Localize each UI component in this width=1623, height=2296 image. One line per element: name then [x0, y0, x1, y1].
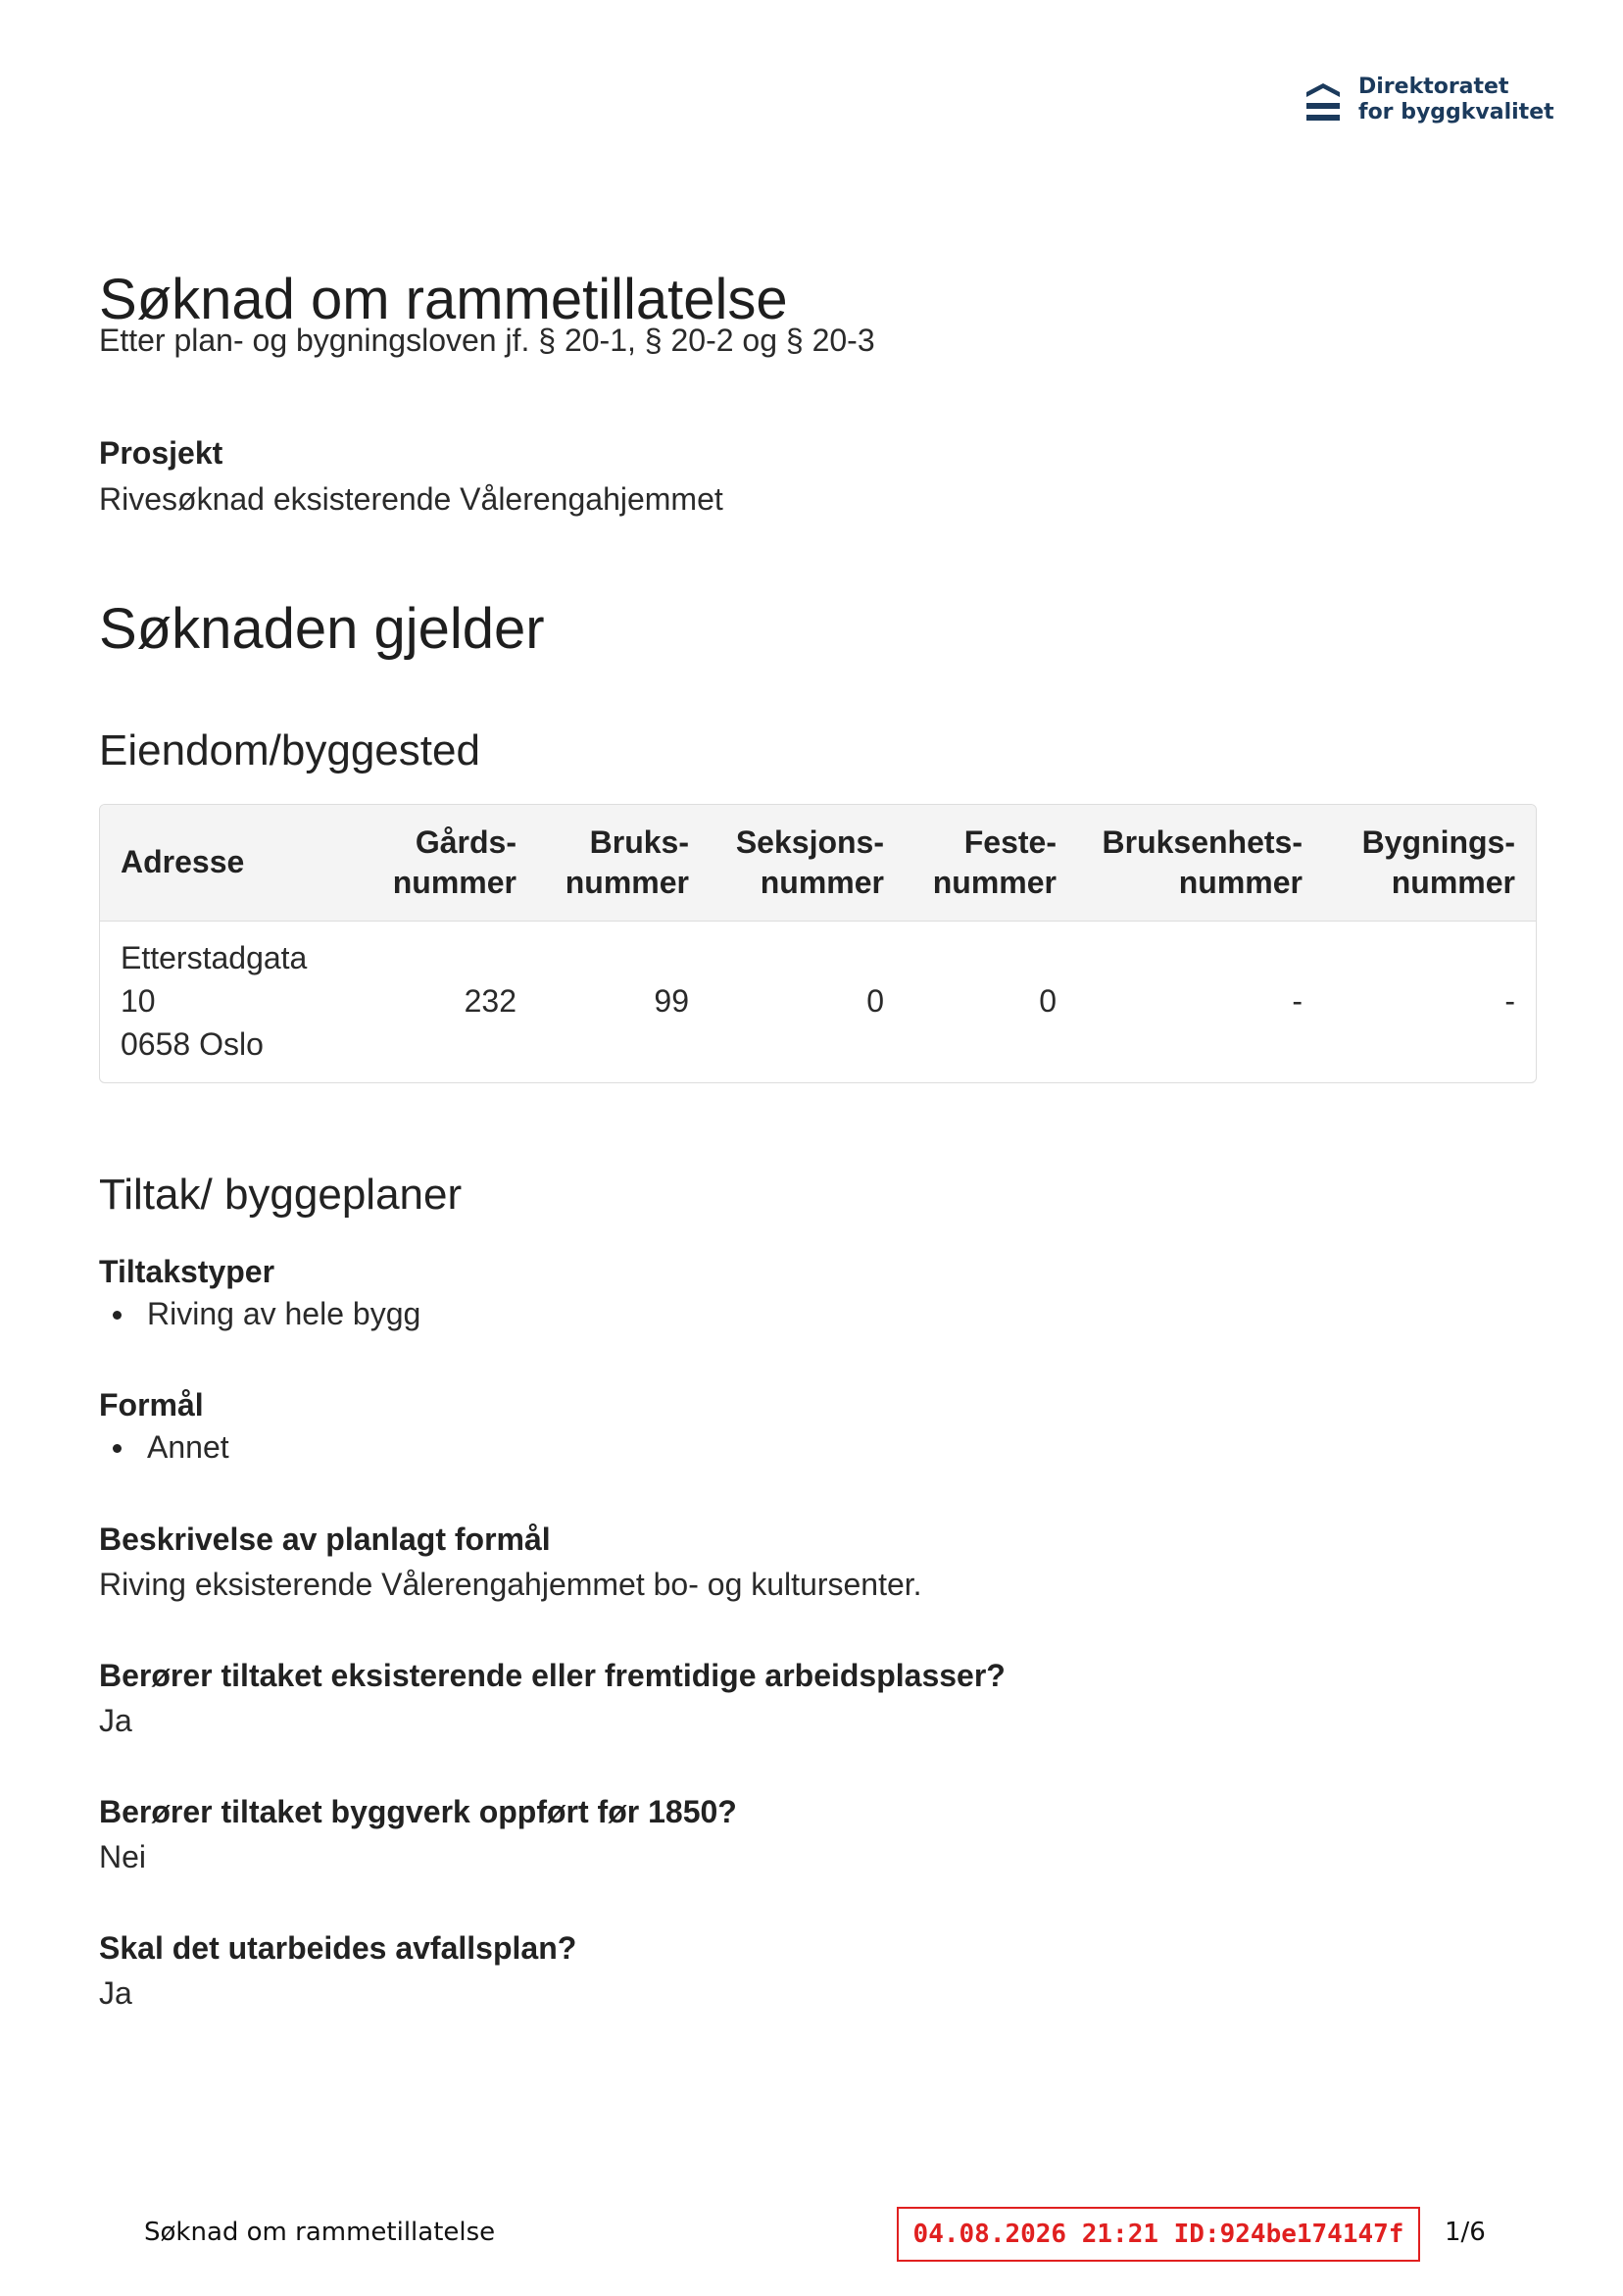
byggverk-1850-value: Nei: [99, 1839, 147, 1874]
project-label: Prosjekt: [99, 435, 223, 471]
cell-seksjonsnummer: 0: [866, 983, 884, 1019]
logo-line-2: for byggkvalitet: [1358, 100, 1554, 125]
column-header-seksjonsnummer: Seksjons- nummer: [735, 824, 884, 900]
column-header-adresse: Adresse: [121, 844, 245, 880]
avfallsplan-value: Ja: [99, 1975, 132, 2011]
formal-list: [99, 1427, 229, 1467]
cell-bruksenhetsnummer: -: [1292, 983, 1303, 1019]
tiltakstyper-list: [99, 1294, 420, 1333]
formal-label: Formål: [99, 1387, 204, 1423]
property-table: [99, 804, 1537, 1083]
section-heading: Søknaden gjelder: [99, 597, 545, 661]
logo-line-1: Direktoratet: [1358, 75, 1509, 99]
table-row: [100, 921, 1536, 1081]
avfallsplan-label: Skal det utarbeides avfallsplan?: [99, 1930, 577, 1966]
project-value: Rivesøknad eksisterende Vålerengahjemmet: [99, 481, 723, 517]
table-header-row: [100, 805, 1536, 921]
cell-adresse: Etterstadgata 10 0658 Oslo: [121, 940, 308, 1062]
timestamp-id-stamp: 04.08.2026 21:21 ID:924be174147f: [897, 2207, 1420, 2262]
beskrivelse-value: Riving eksisterende Vålerengahjemmet bo- og kultursenter.: [99, 1567, 922, 1602]
cell-festenummer: 0: [1039, 983, 1057, 1019]
column-header-gardsnummer: Gårds- nummer: [392, 824, 516, 900]
footer-title: Søknad om rammetillatelse: [144, 2218, 496, 2247]
column-header-bruksenhetsnummer: Bruksenhets- nummer: [1102, 824, 1303, 900]
property-heading: Eiendom/byggested: [99, 726, 480, 774]
column-header-festenummer: Feste- nummer: [932, 824, 1057, 900]
dibk-chevron-logo-icon: [1303, 78, 1343, 124]
arbeidsplasser-value: Ja: [99, 1703, 132, 1738]
column-header-bygningsnummer: Bygnings- nummer: [1361, 824, 1515, 900]
cell-gardsnummer: 232: [464, 983, 516, 1019]
page-number: 1/6: [1445, 2218, 1486, 2247]
document-subtitle: Etter plan- og bygningsloven jf. § 20-1, § 20-2 og § 20-3: [99, 323, 875, 358]
list-item: Riving av hele bygg: [99, 1294, 420, 1333]
tiltakstyper-label: Tiltakstyper: [99, 1254, 275, 1289]
cell-bygningsnummer: -: [1504, 983, 1515, 1019]
dibk-logo: [1303, 75, 1568, 129]
arbeidsplasser-label: Berører tiltaket eksisterende eller fremtidige arbeidsplasser?: [99, 1658, 1006, 1693]
logo-text: [1358, 75, 1554, 125]
beskrivelse-label: Beskrivelse av planlagt formål: [99, 1522, 551, 1557]
list-item: Annet: [99, 1427, 229, 1467]
document-title: Søknad om rammetillatelse: [99, 268, 788, 331]
byggverk-1850-label: Berører tiltaket byggverk oppført før 1850?: [99, 1794, 737, 1829]
column-header-bruksnummer: Bruks- nummer: [565, 824, 689, 900]
tiltak-heading: Tiltak/ byggeplaner: [99, 1171, 463, 1219]
cell-bruksnummer: 99: [654, 983, 689, 1019]
